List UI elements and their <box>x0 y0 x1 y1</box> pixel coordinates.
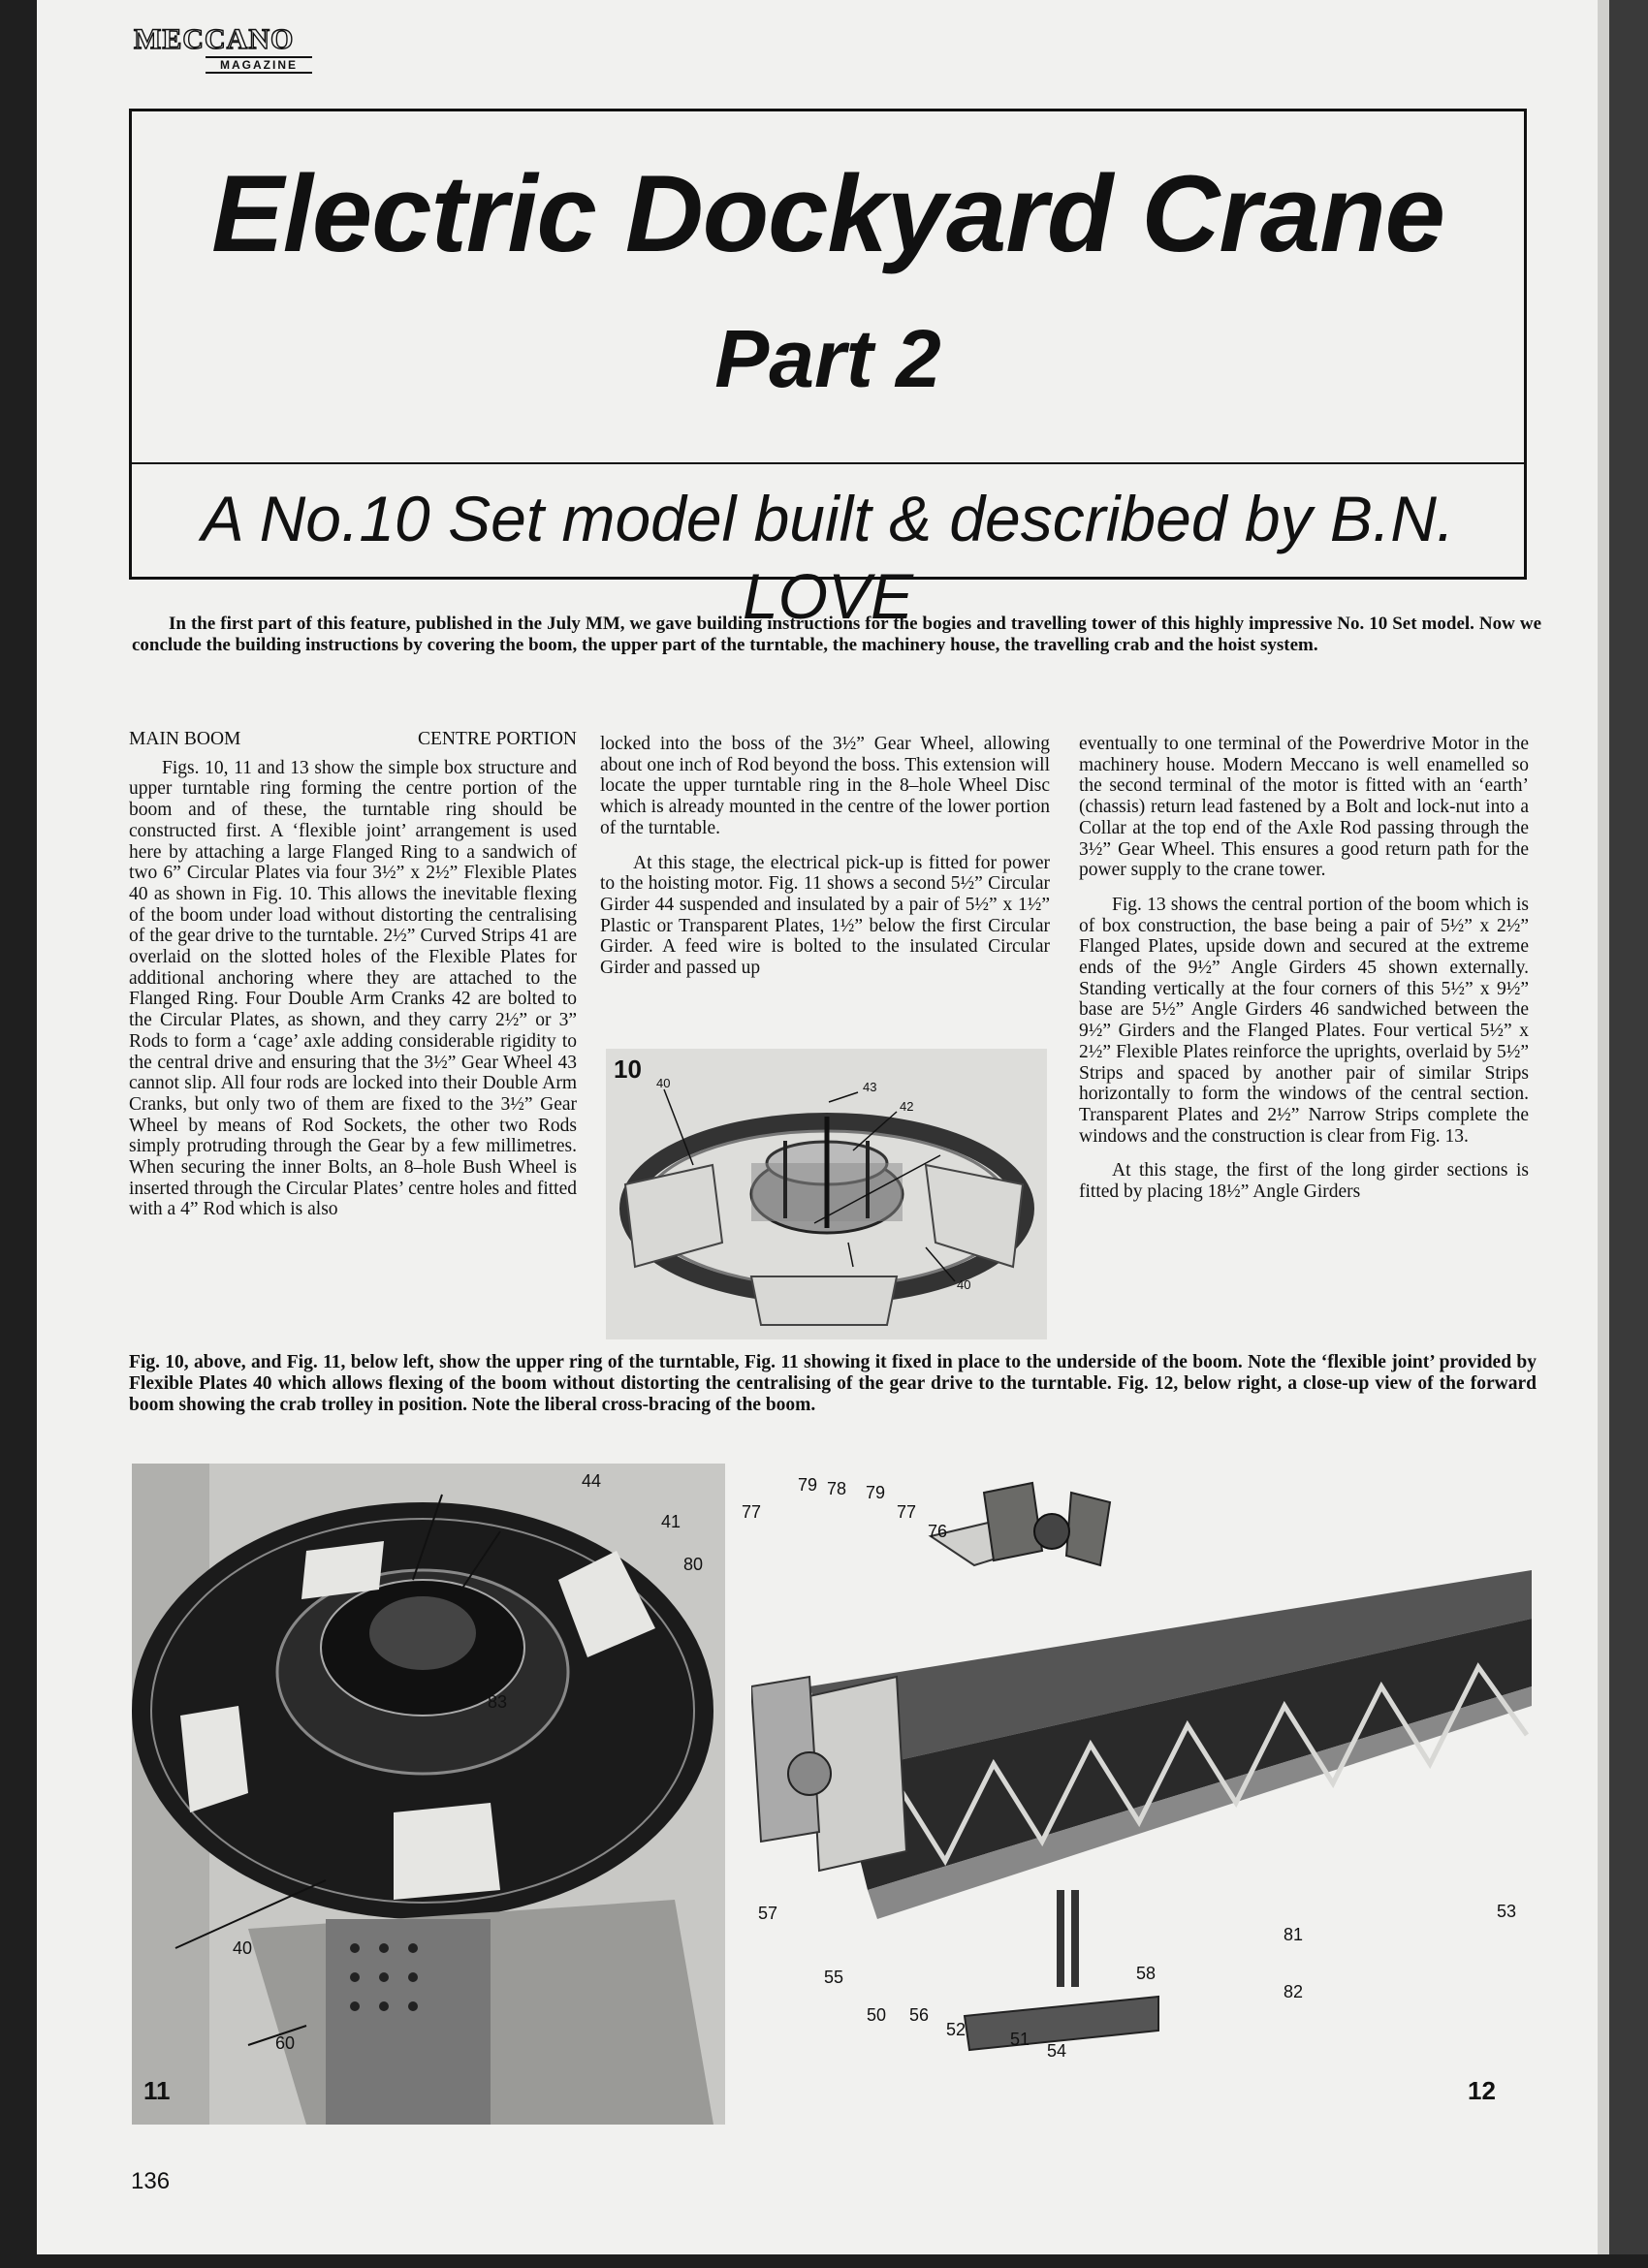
title-box <box>129 109 1527 632</box>
intro-paragraph <box>132 614 1541 656</box>
column-1-paragraph: Figs. 10, 11 and 13 show the simple box structure and upper turntable ring forming the centre portion of the boom and of these, the turntable ring should be constructed first. A ‘flexible joint’ arrangement is used here by attaching a large Flanged Ring to a sandwich of two 6” Circular Plates via four 3½” x 2½” Flexible Plates 40 as shown in Fig. 10. This allows the inevitable flexing of the boom under load without distorting the centralising of the gear drive to the turntable. 2½” Curved Strips 41 are overlaid on the slotted holes of the Flexible Plates for additional anchoring where they are attached to the Flanged Ring. Four Double Arm Cranks 42 are bolted to the Circular Plates, as shown, and they carry 2½” or 3” Rods to form a ‘cage’ axle adding considerable rigidity to the central drive and ensuring that the 3½” Gear Wheel 43 cannot slip. All four rods are locked into their Double Arm Cranks, but only two of them are fixed to the 3½” Gear Wheel by means of Rod Sockets, the other two Rods simply protruding through the Gear by a few millimetres. When securing the inner Bolts, an 8–hole Bush Wheel is inserted through the Circular Plates’ centre holes and fitted with a 4” Rod which is also <box>129 757 577 1220</box>
fig10-label: 43 <box>863 1080 877 1094</box>
fig12-label: 56 <box>909 2005 930 2025</box>
fig12-label: 77 <box>742 1502 762 1522</box>
figure-12-number: 12 <box>1468 2076 1496 2105</box>
fig11-label: 60 <box>275 2033 296 2053</box>
logo-main-text: MECCANO <box>134 23 295 55</box>
turntable-ring-illustration <box>606 1049 1047 1339</box>
fig12-label: 79 <box>866 1483 886 1502</box>
byline-divider <box>132 462 1524 464</box>
column-1 <box>129 729 577 1234</box>
fig12-label: 80 <box>683 1555 704 1574</box>
fig12-label: 77 <box>897 1502 917 1522</box>
fig10-label: 42 <box>900 1099 914 1114</box>
fig11-label: 40 <box>233 1938 253 1958</box>
fig12-label: 53 <box>1497 1902 1517 1921</box>
page-subtitle: Part 2 <box>714 313 941 404</box>
fig12-label: 58 <box>1136 1964 1157 1983</box>
column-3 <box>1079 734 1529 1216</box>
fig12-label: 50 <box>867 2005 887 2025</box>
column-2-paragraph: locked into the boss of the 3½” Gear Wheel, allowing about one inch of Rod beyond the boss. This extension will locate the upper turntable ring in the 8–hole Wheel Disc which is already mounted in the centre of the lower portion of the turntable. <box>600 734 1050 838</box>
page-title: Electric Dockyard Crane <box>211 153 1444 274</box>
fig12-label: 79 <box>798 1475 818 1495</box>
page-number: 136 <box>131 2168 171 2194</box>
fig12-label: 78 <box>827 1479 847 1498</box>
fig12-label: 76 <box>928 1522 948 1541</box>
scan-right-edge <box>1609 0 1648 2268</box>
fig11-label: 41 <box>661 1512 681 1531</box>
fig12-label: 82 <box>1284 1982 1304 2001</box>
fig12-label: 51 <box>1010 2030 1030 2049</box>
intro-text: In the first part of this feature, published in the July MM, we gave building instructions for the bogies and travelling tower of this highly impressive No. 10 Set model. Now we conclude the building instructions by covering the boom, the upper part of the turntable, the machinery house, the travelling crab and the hoist system. <box>132 614 1541 655</box>
fig12-label: 81 <box>1284 1925 1304 1944</box>
fig12-label: 55 <box>824 1968 844 1987</box>
section-head-main-boom: MAIN BOOM <box>129 729 241 749</box>
figure-11-photo <box>132 1464 725 2125</box>
logo-sub-text: MAGAZINE <box>206 56 312 74</box>
column-3-paragraph: eventually to one terminal of the Powerdrive Motor in the machinery house. Modern Meccano is well enamelled so the second terminal of the motor is fitted with an ‘earth’ (chassis) return lead fastened by a Bolt and lock-nut into a Collar at the top end of the Axle Rod passing through the 3½” Gear Wheel. This ensures a good return path for the power supply to the crane tower. <box>1079 734 1529 881</box>
fig12-label: 52 <box>946 2020 967 2039</box>
section-heads <box>129 729 577 750</box>
figure-11-number: 11 <box>143 2076 171 2105</box>
upper-turntable-illustration <box>132 1464 725 2125</box>
fig12-label: 83 <box>488 1692 508 1712</box>
byline: A No.10 Set model built & described by B.N. LOVE <box>201 483 1455 632</box>
column-2-paragraph: At this stage, the electrical pick-up is fitted for power to the hoisting motor. Fig. 11 shows a second 5½” Circular Girder 44 suspended and insulated by a pair of 5½” x 1½” Plastic or Transparent Plates, 1½” below the first Circular Girder. A feed wire is bolted to the insulated Circular Girder and passed up <box>600 852 1050 979</box>
fig10-label: 40 <box>656 1076 671 1090</box>
fig11-label: 44 <box>582 1471 602 1491</box>
fig10-label: 40 <box>957 1277 971 1292</box>
figure-10-number: 10 <box>614 1055 642 1084</box>
scan-left-edge <box>0 0 37 2268</box>
fig12-label: 57 <box>758 1904 778 1923</box>
column-3-paragraph: At this stage, the first of the long girder sections is fitted by placing 18½” Angle Girders <box>1079 1160 1529 1203</box>
scan-right-shadow <box>1598 0 1609 2268</box>
column-3-paragraph: Fig. 13 shows the central portion of the boom which is of box construction, the base being a pair of 5½” x 2½” Flanged Plates, upside down and secured at the extreme ends of the 9½” Angle Girders 45 shown externally. Standing vertically at the four corners of this 5½” x 9½” base are 5½” Angle Girders 46 sandwiched between the 9½” Girders and the Flanged Plates. Four vertical 5½” x 2½” Flexible Plates reinforce the uprights, overlaid by 5½” Strips and spaced by another pair of similar Strips horizontally to form the windows of the central section. Transparent Plates and 2½” Narrow Strips complete the windows and the construction is clear from Fig. 13. <box>1079 894 1529 1147</box>
figure-10-photo <box>606 1049 1047 1339</box>
column-2 <box>600 734 1050 992</box>
section-head-centre-portion: CENTRE PORTION <box>417 729 577 749</box>
fig12-label: 54 <box>1047 2041 1067 2061</box>
scan-bottom-edge <box>0 2254 1648 2268</box>
figure-caption: Fig. 10, above, and Fig. 11, below left, show the upper ring of the turntable, Fig. 11 showing it fixed in place to the underside of the boom. Note the ‘flexible joint’ provided by Flexible Plates 40 which allows flexing of the boom without distorting the centralising of the gear drive to the turntable. Fig. 12, below right, a close-up view of the forward boom showing the crab trolley in position. Note the liberal cross-bracing of the boom. <box>129 1352 1537 1415</box>
masthead-logo <box>134 23 328 85</box>
